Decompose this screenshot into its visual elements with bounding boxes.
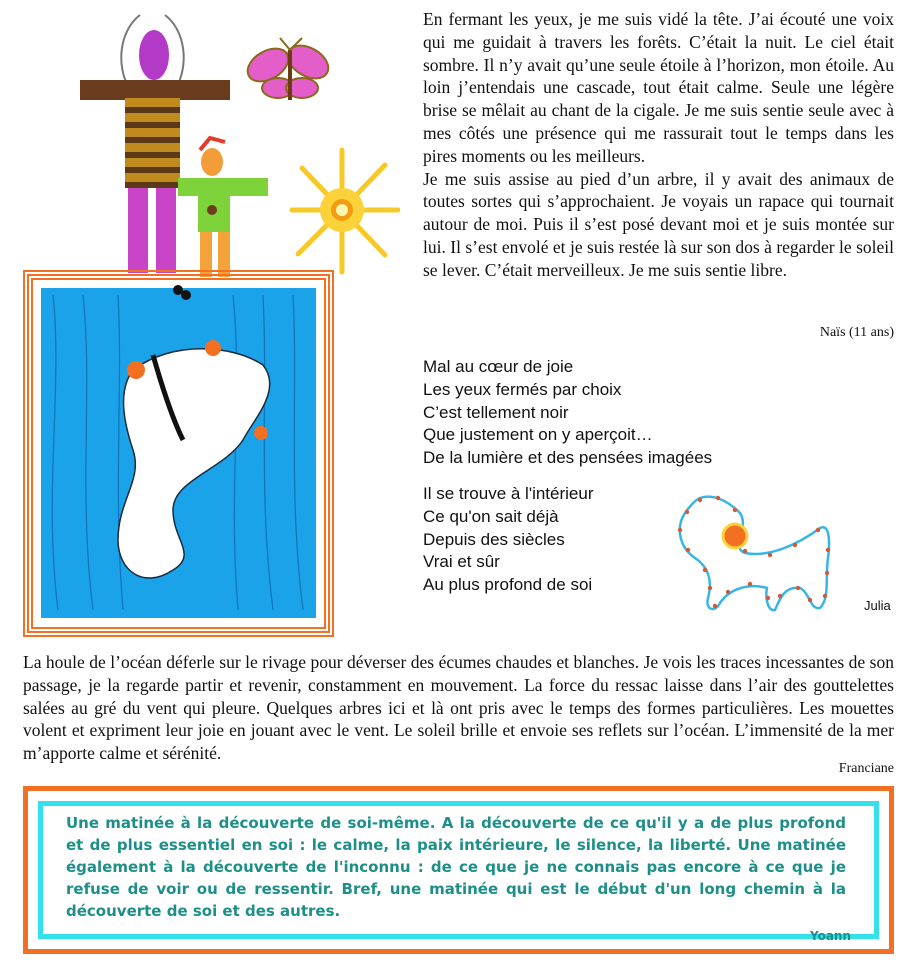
- sun-drawing: [292, 150, 398, 272]
- poem-line: Que justement on y aperçoit…: [423, 425, 653, 445]
- poem-line: Il se trouve à l'intérieur: [423, 484, 594, 503]
- julia-signature: Julia: [864, 598, 891, 613]
- yoann-signature: Yoann: [809, 929, 851, 943]
- yoann-box: [23, 786, 894, 954]
- julia-poem-stanza-2: [423, 483, 594, 597]
- julia-poem-stanza-1: [423, 356, 712, 470]
- poem-line: C’est tellement noir: [423, 402, 569, 422]
- franciane-paragraph: La houle de l’océan déferle sur le rivage pour déverser des écumes chaudes et blanches. Je vois les traces incessantes de son passage, je la regarde partir et revenir, constamment en mouvement. La force du ressac laisse dans l’air des gouttelettes salées au gré du vent qui pleure. Quelques arbres ici et là ont pris avec le temps des formes particulières. Les mouettes volent et expriment leur joie en jouant avec le vent. Le soleil brille et envoie ses reflets sur l’océan. L’immensité de la mer m’apporte calme et sérénité.: [23, 652, 894, 764]
- poem-line: Les yeux fermés par choix: [423, 379, 622, 399]
- poem-line: Vrai et sûr: [423, 552, 500, 572]
- small-figure-drawing: [178, 138, 268, 277]
- poem-line: Ce qu'on sait déjà: [423, 506, 559, 526]
- poem-line: Mal au cœur de joie: [423, 357, 574, 376]
- butterfly-drawing: [242, 38, 334, 100]
- nais-text: [423, 8, 894, 282]
- dog-drawing: [670, 488, 840, 618]
- ocean-drawing: [23, 270, 334, 637]
- franciane-signature: Franciane: [838, 761, 894, 776]
- poem-line: Au plus profond de soi: [423, 575, 593, 595]
- nais-paragraph-2: Je me suis assise au pied d’un arbre, il y avait des animaux de toutes sortes qui s’approchaient. Je voyais un rapace qui tournait autour de moi. Puis il s’est posé devant moi et je suis montée sur lui. Il s’est envolé et je suis restée là sur son dos à regarder le soleil se lever. C’était merveilleux. Je me suis sentie libre.: [423, 168, 894, 280]
- franciane-text: [23, 651, 894, 765]
- poem-line: De la lumière et des pensées imagées: [423, 448, 713, 468]
- nais-signature: Naïs (11 ans): [819, 325, 894, 340]
- poem-line: Depuis des siècles: [423, 529, 565, 549]
- figures-drawing: [70, 10, 400, 280]
- yoann-text: [66, 812, 846, 922]
- nais-paragraph-1: En fermant les yeux, je me suis vidé la tête. J’ai écouté une voix qui me guidait à travers les forêts. C’était la nuit. Le ciel était sombre. Il n’y avait qu’une seule étoile à l’horizon, mon étoile. Au loin j’entendais une cascade, tout était calme. Seule une légère brise se mêlait au chant de la cigale. Je me suis sentie seule avec à mes côtés une présence qui me rassurait tout le temps dans les pires moments ou les meilleurs.: [423, 9, 894, 166]
- yoann-paragraph: Une matinée à la découverte de soi-même. A la découverte de ce qu'il y a de plus profond et de plus essentiel en soi : le calme, la paix intérieure, le silence, la liberté. Une matinée également à la découverte de l'inconnu : de ce que je ne connais pas encore à ce que je refuse de voir ou de ressentir. Bref, une matinée qui est le début d'un long chemin à la découverte de soi et des autres.: [66, 814, 846, 920]
